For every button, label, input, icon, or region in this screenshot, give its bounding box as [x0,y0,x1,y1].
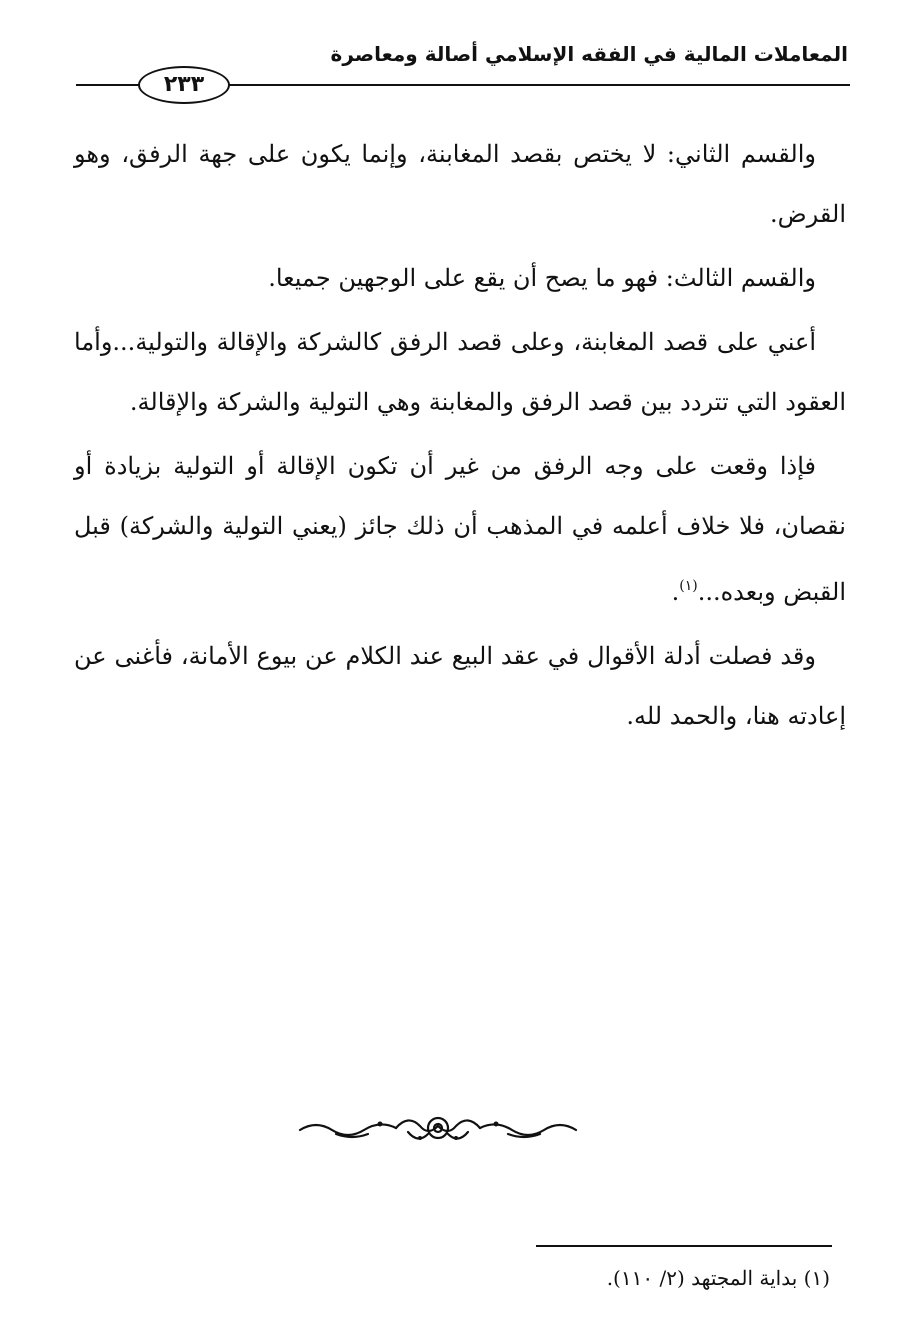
footnote-rule [536,1245,832,1247]
paragraph-2: والقسم الثالث: فهو ما يصح أن يقع على الوجهين جميعا. [268,264,816,292]
paragraph-3: أعني على قصد المغابنة، وعلى قصد الرفق كالشركة والإقالة والتولية...وأما العقود التي تتردد بين قصد الرفق والمغابنة وهي التولية والشركة والإقالة. [74,328,846,416]
body-text [74,124,846,750]
running-header-title: المعاملات المالية في الفقه الإسلامي أصالة ومعاصرة [330,42,848,66]
paragraph-4-end: . [671,578,680,606]
paragraph-5: وقد فصلت أدلة الأقوال في عقد البيع عند الكلام عن بيوع الأمانة، فأغنى عن إعادته هنا، والحمد لله. [74,642,846,730]
footnote-1: (١) بداية المجتهد (٢/ ١١٠). [606,1266,830,1290]
footnote-reference: (١) [679,578,698,594]
paragraph-4-text: فإذا وقعت على وجه الرفق من غير أن تكون الإقالة أو التولية بزيادة أو نقصان، فلا خلاف أعلمه في المذهب أن ذلك جائز (يعني التولية والشركة) قبل القبض وبعده... [74,452,846,606]
paragraph-1: والقسم الثاني: لا يختص بقصد المغابنة، وإنما يكون على جهة الرفق، وهو القرض. [74,140,846,228]
decorative-divider-icon [296,1108,580,1148]
paragraph-4 [74,436,846,622]
page-number: ٢٣٣ [138,66,230,104]
